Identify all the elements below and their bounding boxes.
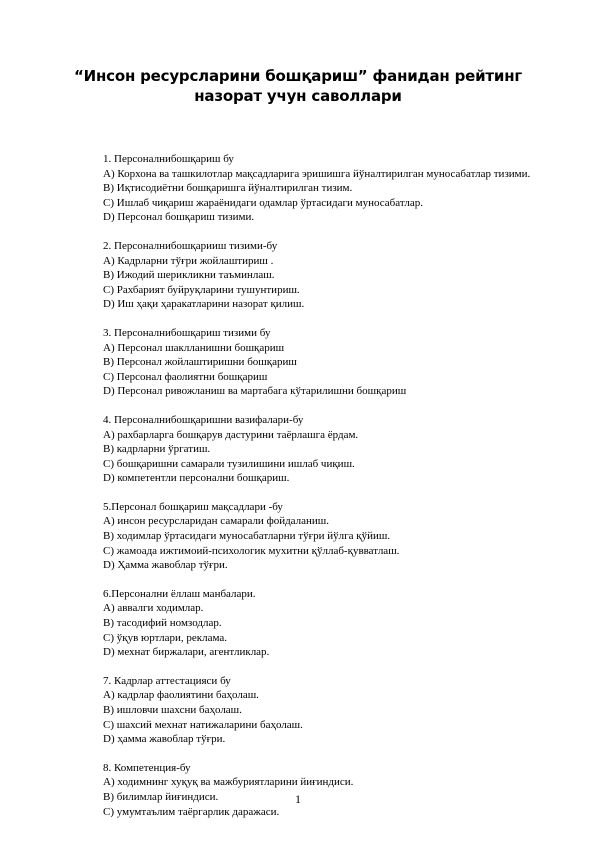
question-5 [103, 500, 549, 573]
document-title [60, 66, 536, 106]
question-4 [103, 413, 549, 486]
question-text: 3. Персоналнибошқариш тизими бу [103, 326, 271, 339]
question-text: 2. Персоналнибошқарииш тизими-бу [103, 239, 278, 252]
answer-c: C) ўқув юртлари, реклама. [103, 631, 228, 644]
answer-a: А) инсон ресурсларидан самарали фойдаланиш. [103, 515, 330, 528]
question-text: 7. Кадрлар аттестацияси бу [103, 674, 231, 687]
question-text: 8. Компетенция-бу [103, 761, 191, 774]
answer-a: А) рахбарларга бошқарув дастурини таёрлашга ёрдам. [103, 428, 359, 441]
answer-d: D) Персонал бошқариш тизими. [103, 211, 255, 224]
question-text: 5.Персонал бошқариш мақсадлари -бу [103, 500, 283, 513]
question-text: 4. Персоналнибошқаришни вазифалари-бу [103, 413, 304, 426]
answer-d: D) мехнат биржалари, агентликлар. [103, 646, 270, 659]
answer-a: А) Корхона ва ташкилотлар мақсадларига эришишга йўналтирилган муносабатлар тизими. [103, 167, 531, 180]
question-text: 6.Персонални ёллаш манбалари. [103, 587, 256, 600]
answer-d: D) Иш ҳақи ҳаракатларини назорат қилиш. [103, 298, 305, 311]
answer-c: C) умумтаълим таёргарлик даражаси. [103, 805, 280, 818]
question-6 [103, 587, 549, 660]
answer-a: А) Персонал шаклланишни бошқариш [103, 341, 285, 354]
answer-b: B) ишловчи шахсни баҳолаш. [103, 704, 242, 716]
question-2 [103, 239, 549, 312]
page-number: 1 [295, 792, 301, 806]
answer-d: D) Ҳамма жавоблар тўғри. [103, 559, 228, 572]
answer-d: D) ҳамма жавоблар тўғри. [103, 733, 226, 746]
answer-c: C) жамоада ижтимоий-психологик мухитни қўллаб-қувватлаш. [103, 544, 400, 557]
answer-b: B) ходимлар ўртасидаги муносабатларни тўғри йўлга қўйиш. [103, 530, 391, 543]
answer-c: C) шахсий мехнат натижаларини баҳолаш. [103, 718, 303, 731]
answer-c: C) Ишлаб чиқариш жараёнидаги одамлар ўртасидаги муносабатлар. [103, 196, 423, 209]
answer-b: B) Иқтисодиётни бошқаришга йўналтирилган тизим. [103, 182, 353, 195]
answer-a: А) аввалги ходимлар. [103, 602, 204, 615]
answer-b: B) тасодифий номзодлар. [103, 617, 222, 630]
question-text: 1. Персоналнибошқариш бу [103, 153, 234, 165]
answer-b: B) Персонал жойлаштиришни бошқариш [103, 356, 297, 369]
answer-b: B) Ижодий шерикликни таъминлаш. [103, 269, 275, 282]
answer-c: C) Персонал фаолиятни бошқариш [103, 370, 268, 383]
question-3 [103, 326, 549, 399]
question-8 [103, 761, 549, 819]
answer-a: А) Кадрларни тўғри жойлаштириш . [103, 254, 274, 267]
questions-list [103, 152, 549, 833]
answer-d: D) компетентли персонални бошқариш. [103, 472, 290, 485]
title-line-2: назорат учун саволлари [194, 87, 402, 105]
answer-b: B) билимлар йиғиндиси. [103, 790, 219, 803]
answer-c: C) Рахбарият буйруқларини тушунтириш. [103, 283, 300, 296]
answer-a: А) ходимнинг хуқуқ ва мажбуриятларини йиғиндиси. [103, 776, 354, 789]
answer-d: D) Персонал ривожланиш ва мартабага кўтарилишни бошқариш [103, 385, 407, 398]
answer-a: А) кадрлар фаолиятини баҳолаш. [103, 689, 259, 702]
answer-c: C) бошқаришни самарали тузилишини ишлаб чиқиш. [103, 457, 355, 470]
question-1 [103, 152, 549, 225]
question-7 [103, 674, 549, 747]
title-line-1: “Инсон ресурсларини бошқариш” фанидан рейтинг [73, 67, 523, 85]
answer-b: B) кадрларни ўргатиш. [103, 443, 211, 456]
